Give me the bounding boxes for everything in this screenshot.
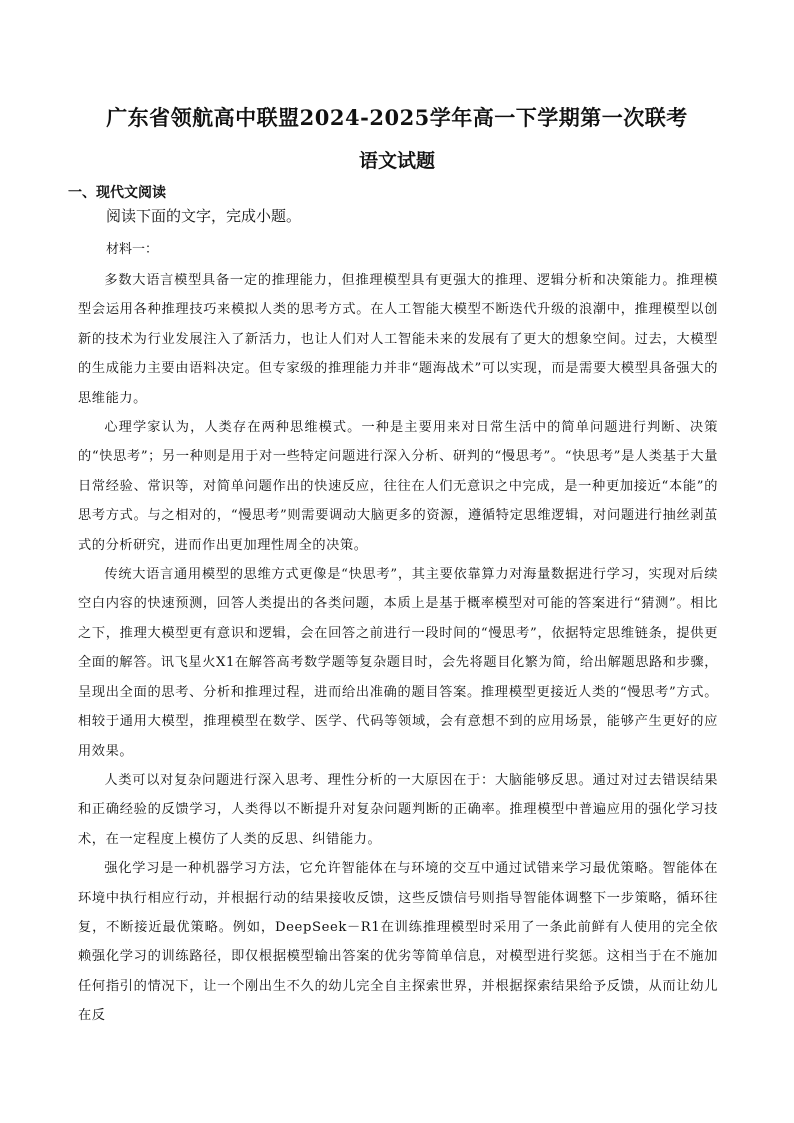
exam-title: 广东省领航高中联盟2024-2025学年高一下学期第一次联考: [106, 105, 688, 130]
paragraph: 传统大语言通用模型的思维方式更像是“快思考”，其主要依靠算力对海量数据进行学习，实现对后续空白内容的快速预测，回答人类提出的各类问题，本质上是基于概率模型对可能的答案进行“猜测”。相比之下，推理大模型更有意识和逻辑，会在回答之前进行一段时间的“慢思考”，依据特定思维链条，提供更全面的解答。讯飞星火X1在解答高考数学题等复杂题目时，会先将题目化繁为简，给出解题思路和步骤，呈现出全面的思考、分析和推理过程，进而给出准确的题目答案。推理模型更接近人类的“慢思考”方式。相较于通用大模型，推理模型在数学、医学、代码等领域，会有意想不到的应用场景，能够产生更好的应用效果。: [78, 567, 718, 759]
paragraph: 强化学习是一种机器学习方法，它允许智能体在与环境的交互中通过试错来学习最优策略。智能体在环境中执行相应行动，并根据行动的结果接收反馈，这些反馈信号则指导智能体调整下一步策略，循环往复，不断接近最优策略。例如，DeepSeek－R1在训练推理模型时采用了一条此前鲜有人使用的完全依赖强化学习的训练路径，即仅根据模型输出答案的优劣等简单信息，对模型进行奖惩。这相当于在不施加任何指引的情况下，让一个刚出生不久的幼儿完全自主探索世界，并根据探索结果给予反馈，从而让幼儿在反: [78, 861, 718, 1024]
reading-instruction: 阅读下面的文字，完成小题。: [106, 207, 302, 225]
paragraph: 心理学家认为，人类存在两种思维模式。一种是主要用来对日常生活中的简单问题进行判断、决策的“快思考”；另一种则是用于对一些特定问题进行深入分析、研判的“慢思考”。“快思考”是人类基于大量日常经验、常识等，对简单问题作出的快速反应，往往在人们无意识之中完成，是一种更加接近“本能”的思考方式。与之相对的，“慢思考”则需要调动大脑更多的资源，遵循特定思维逻辑，对问题进行抽丝剥茧式的分析研究，进而作出更加理性周全的决策。: [78, 420, 718, 553]
section-heading: 一、现代文阅读: [68, 185, 166, 201]
exam-subtitle: 语文试题: [358, 150, 435, 172]
material-label: 材料一：: [106, 242, 159, 257]
paragraph: 人类可以对复杂问题进行深入思考、理性分析的一大原因在于：大脑能够反思。通过对过去错误结果和正确经验的反馈学习，人类得以不断提升对复杂问题判断的正确率。推理模型中普遍应用的强化学习技术，在一定程度上模仿了人类的反思、纠错能力。: [78, 772, 718, 847]
paragraph: 多数大语言模型具备一定的推理能力，但推理模型具有更强大的推理、逻辑分析和决策能力。推理模型会运用各种推理技巧来模拟人类的思考方式。在人工智能大模型不断迭代升级的浪潮中，推理模型以创新的技术为行业发展注入了新活力，也让人们对人工智能未来的发展有了更大的想象空间。过去，大模型的生成能力主要由语料决定。但专家级的推理能力并非“题海战术”可以实现，而是需要大模型具备强大的思维能力。: [78, 273, 718, 406]
article-body: [78, 266, 718, 1031]
